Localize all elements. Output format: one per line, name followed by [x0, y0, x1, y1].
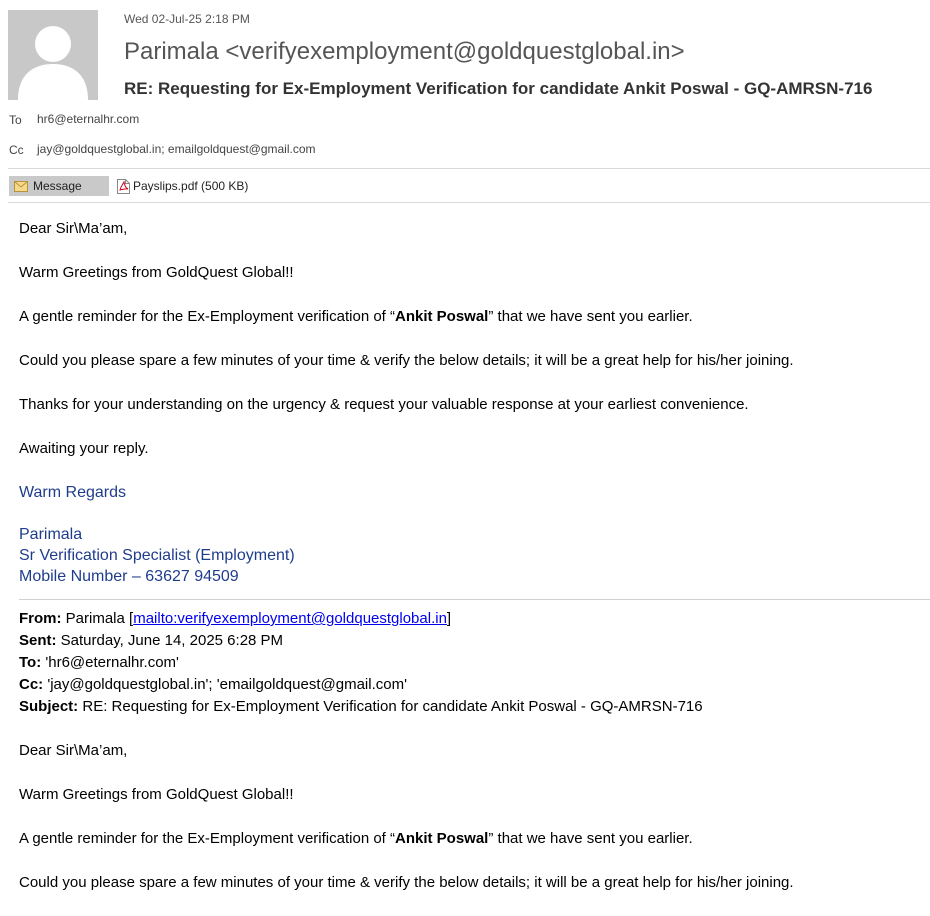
quoted-request-paragraph: Could you please spare a few minutes of your time & verify the below details; it will be a great help for his/her joining. [19, 874, 794, 891]
candidate-name: Ankit Poswal [395, 308, 489, 325]
message-tab-label: Message [33, 179, 82, 193]
quoted-header [19, 608, 924, 718]
quoted-from-mailto-link[interactable]: mailto:verifyexemployment@goldquestglobal.in [133, 610, 447, 627]
quoted-candidate-name: Ankit Poswal [395, 830, 489, 847]
signature-title: Sr Verification Specialist (Employment) [19, 547, 295, 564]
attachment-size: (500 KB) [201, 179, 249, 193]
signature-closing: Warm Regards [19, 484, 126, 501]
header-divider [8, 168, 930, 169]
sender-name[interactable]: Parimala <verifyexemployment@goldquestglobal.in> [124, 38, 685, 65]
to-recipients[interactable]: hr6@eternalhr.com [37, 112, 140, 126]
person-icon [8, 10, 98, 100]
quoted-greeting: Warm Greetings from GoldQuest Global!! [19, 786, 294, 803]
cc-recipients[interactable]: jay@goldquestglobal.in; emailgoldquest@gmail.com [37, 142, 316, 156]
quoted-cc: Cc: 'jay@goldquestglobal.in'; 'emailgoldquest@gmail.com' [19, 676, 407, 693]
message-tab[interactable] [9, 176, 109, 196]
quoted-to: To: 'hr6@eternalhr.com' [19, 654, 179, 671]
request-paragraph: Could you please spare a few minutes of your time & verify the below details; it will be a great help for his/her joining. [19, 352, 794, 369]
signature-name: Parimala [19, 526, 83, 543]
email-subject: RE: Requesting for Ex-Employment Verification for candidate Ankit Poswal - GQ-AMRSN-716 [124, 79, 873, 98]
envelope-icon [14, 181, 28, 192]
tabs-divider [8, 202, 930, 203]
sent-date: Wed 02-Jul-25 2:18 PM [124, 12, 250, 26]
sender-avatar [8, 10, 98, 100]
awaiting-paragraph: Awaiting your reply. [19, 440, 149, 457]
email-body [19, 218, 924, 916]
signature-block [19, 482, 924, 587]
salutation: Dear Sir\Ma’am, [19, 220, 128, 237]
quoted-salutation: Dear Sir\Ma’am, [19, 742, 128, 759]
thanks-paragraph: Thanks for your understanding on the urgency & request your valuable response at your earliest convenience. [19, 396, 749, 413]
cc-label: Cc [9, 143, 24, 157]
to-label: To [9, 113, 22, 127]
signature-mobile: Mobile Number – 63627 94509 [19, 568, 239, 585]
quoted-divider [19, 599, 930, 600]
quoted-from: From: Parimala [mailto:verifyexemployment@goldquestglobal.in] [19, 610, 452, 627]
reminder-paragraph: A gentle reminder for the Ex-Employment verification of “Ankit Poswal” that we have sent you earlier. [19, 308, 693, 325]
greeting: Warm Greetings from GoldQuest Global!! [19, 264, 294, 281]
quoted-sent: Sent: Saturday, June 14, 2025 6:28 PM [19, 632, 284, 649]
pdf-file-icon [117, 179, 130, 194]
attachment-name: Payslips.pdf [133, 179, 198, 193]
quoted-reminder-paragraph: A gentle reminder for the Ex-Employment verification of “Ankit Poswal” that we have sent you earlier. [19, 830, 693, 847]
attachment-payslips[interactable] [117, 176, 248, 196]
quoted-subject: Subject: RE: Requesting for Ex-Employment Verification for candidate Ankit Poswal - GQ-AMRSN-716 [19, 698, 703, 715]
